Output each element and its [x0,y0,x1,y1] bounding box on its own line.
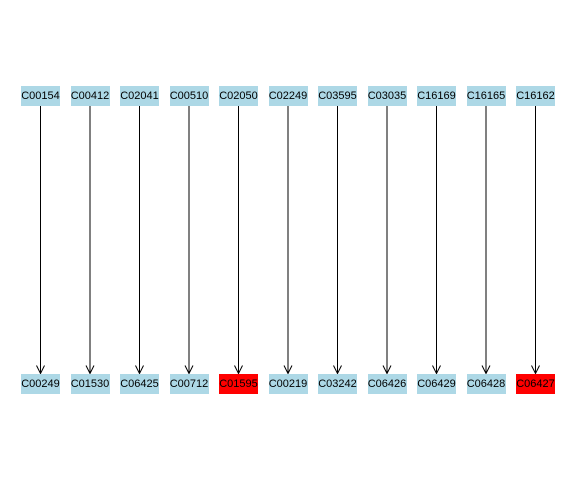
target-node-C03242[interactable]: C03242 [318,374,357,394]
source-node-C00154[interactable]: C00154 [21,86,60,106]
target-node-C00249[interactable]: C00249 [21,374,60,394]
source-node-C00510[interactable]: C00510 [170,86,209,106]
target-node-C00219[interactable]: C00219 [269,374,308,394]
target-node-C06428[interactable]: C06428 [467,374,506,394]
source-node-C00412[interactable]: C00412 [71,86,110,106]
target-node-C01530[interactable]: C01530 [71,374,110,394]
target-node-C01595[interactable]: C01595 [219,374,258,394]
source-node-C02249[interactable]: C02249 [269,86,308,106]
source-node-C03035[interactable]: C03035 [368,86,407,106]
source-node-C02050[interactable]: C02050 [219,86,258,106]
target-node-C06426[interactable]: C06426 [368,374,407,394]
target-node-C06427[interactable]: C06427 [516,374,555,394]
source-node-C16162[interactable]: C16162 [516,86,555,106]
target-node-C06425[interactable]: C06425 [120,374,159,394]
source-node-C03595[interactable]: C03595 [318,86,357,106]
target-node-C00712[interactable]: C00712 [170,374,209,394]
source-node-C16165[interactable]: C16165 [467,86,506,106]
target-node-C06429[interactable]: C06429 [417,374,456,394]
source-node-C16169[interactable]: C16169 [417,86,456,106]
source-node-C02041[interactable]: C02041 [120,86,159,106]
